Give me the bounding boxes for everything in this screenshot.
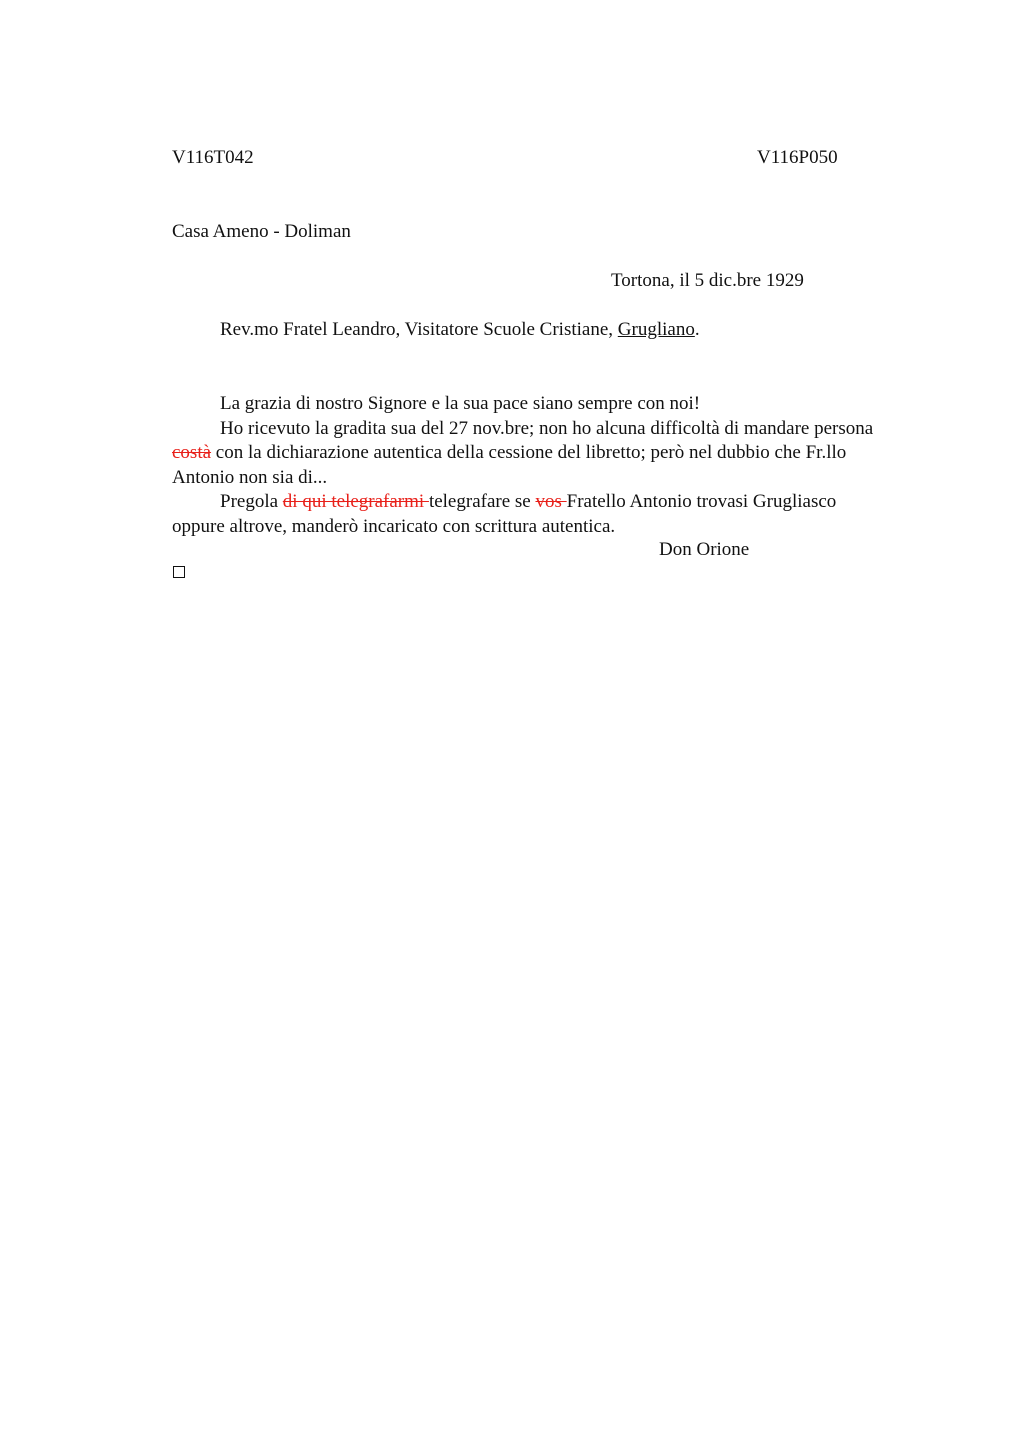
address-line <box>220 318 700 342</box>
document-code-left: V116T042 <box>172 147 254 168</box>
p1-text-2: con la dichiarazione autentica della cessione del libretto; però nel dubbio che Fr.llo Antonio non sia di... <box>172 442 847 488</box>
p2-text-2: telegrafare se <box>428 491 536 512</box>
address-place: Grugliano <box>617 319 695 340</box>
signature: Don Orione <box>659 539 750 560</box>
address-end: . <box>694 319 700 340</box>
date-line: Tortona, il 5 dic.bre 1929 <box>611 270 804 291</box>
letter-body <box>172 392 892 539</box>
document-code-right: V116P050 <box>757 147 838 168</box>
p2-text-3: Fratello Antonio trovasi Grugliasco oppure altrove, manderò incaricato con scrittura autentica. <box>172 491 837 537</box>
body-paragraph-1 <box>172 417 892 491</box>
p1-deleted-word: costà <box>172 442 212 463</box>
location-heading: Casa Ameno - Doliman <box>172 221 351 242</box>
p2-deleted-2: vos <box>535 491 567 512</box>
p1-text-1: Ho ricevuto la gradita sua del 27 nov.bre; non ho alcuna difficoltà di mandare persona <box>220 417 874 439</box>
greeting-paragraph: La grazia di nostro Signore e la sua pace siano sempre con noi! <box>220 393 701 414</box>
address-text: Rev.mo Fratel Leandro, Visitatore Scuole Cristiane, <box>220 319 618 340</box>
empty-box-icon <box>173 566 185 578</box>
p2-text-1: Pregola <box>220 491 283 512</box>
p2-deleted-1: di qui telegrafarmi <box>282 491 429 512</box>
body-paragraph-2 <box>172 490 892 539</box>
